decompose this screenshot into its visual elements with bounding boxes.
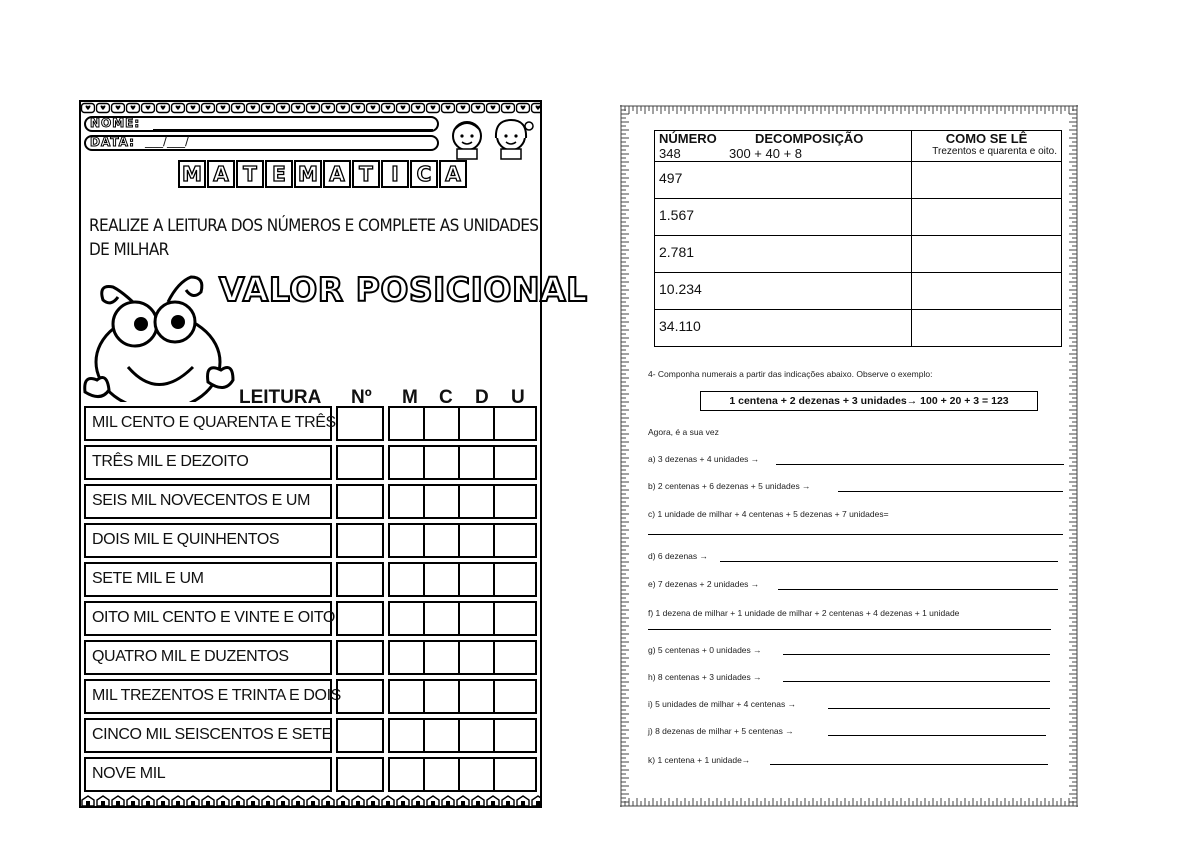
example-row [659,146,907,161]
number-cell[interactable] [655,236,912,273]
row-number: 497 [659,170,683,186]
title-letter: M [294,160,322,188]
row-reading-text: TRÊS MIL E DEZOITO [92,453,249,470]
table-row [655,310,1062,347]
u-answer-cell[interactable] [493,757,537,792]
example-decomposition: 300 + 40 + 8 [729,146,803,161]
reading-answer-cell[interactable] [912,310,1062,347]
header-numero: NÚMERO [659,131,717,146]
header-dezena: D [475,387,489,408]
item-k: k) 1 centena + 1 unidade→ [648,755,751,765]
name-label: NOME: [90,116,141,130]
item-e: e) 7 dezenas + 2 unidades → [648,579,760,589]
reading-cell [84,484,332,519]
number-answer-cell[interactable] [336,562,384,597]
date-label: DATA: [90,135,135,149]
bottom-decorative-border [81,795,540,807]
date-field-frame [84,135,439,151]
topic-title: VALOR POSICIONAL [219,270,588,309]
d-answer-cell[interactable] [458,445,495,480]
header-numero: Nº [351,387,372,408]
m-answer-cell[interactable] [388,640,425,675]
title-letter: A [207,160,235,188]
answer-line-g[interactable] [783,654,1050,655]
item-j: j) 8 dezenas de milhar + 5 centenas → [648,726,794,736]
c-answer-cell[interactable] [423,718,460,753]
header-group [659,131,907,146]
example-box: 1 centena + 2 dezenas + 3 unidades→ 100 + 20 + 3 = 123 [700,391,1038,411]
example-number: 348 [659,146,681,161]
answer-line-b[interactable] [838,491,1063,492]
item-i: i) 5 unidades de milhar + 4 centenas → [648,699,797,709]
title-letter: C [410,160,438,188]
title-letter: A [323,160,351,188]
d-answer-cell[interactable] [458,484,495,519]
u-answer-cell[interactable] [493,484,537,519]
reading-cell [84,523,332,558]
bug-mascot [83,262,253,402]
reading-cell [84,757,332,792]
table-row [655,273,1062,310]
exercise-instruction: 4- Componha numerais a partir das indicações abaixo. Observe o exemplo: [648,369,933,379]
d-answer-cell[interactable] [458,640,495,675]
m-answer-cell[interactable] [388,445,425,480]
title-letter: M [178,160,206,188]
u-answer-cell[interactable] [493,601,537,636]
kids-illustration [443,114,539,160]
number-answer-cell[interactable] [336,757,384,792]
table-row [655,199,1062,236]
right-ruler-border [1066,105,1078,807]
title-letter: A [439,160,467,188]
c-answer-cell[interactable] [423,484,460,519]
reading-cell [84,406,336,441]
reading-cell [84,445,332,480]
c-answer-cell[interactable] [423,523,460,558]
item-f: f) 1 dezena de milhar + 1 unidade de milhar + 2 centenas + 4 dezenas + 1 unidade [648,608,960,618]
number-cell[interactable] [655,273,912,310]
u-answer-cell[interactable] [493,562,537,597]
number-answer-cell[interactable] [336,406,384,441]
m-answer-cell[interactable] [388,484,425,519]
c-answer-cell[interactable] [423,562,460,597]
d-answer-cell[interactable] [458,562,495,597]
reading-answer-cell[interactable] [912,162,1062,199]
table-row [655,236,1062,273]
number-answer-cell[interactable] [336,523,384,558]
number-answer-cell[interactable] [336,640,384,675]
row-number: 2.781 [659,244,695,260]
row-reading-text: DOIS MIL E QUINHENTOS [92,531,280,548]
number-answer-cell[interactable] [336,718,384,753]
number-answer-cell[interactable] [336,679,384,714]
name-input-line[interactable] [153,129,433,130]
title-letter: T [352,160,380,188]
reading-cell [84,679,341,714]
d-answer-cell[interactable] [458,679,495,714]
left-ruler-border [620,105,632,807]
date-input-blanks[interactable]: ___/___/ [145,134,190,148]
u-answer-cell[interactable] [493,406,537,441]
your-turn-text: Agora, é a sua vez [648,427,719,437]
header-leitura: LEITURA [239,387,322,408]
header-cell [655,131,912,162]
answer-line-e[interactable] [778,589,1058,590]
number-cell[interactable] [655,162,912,199]
item-c: c) 1 unidade de milhar + 4 centenas + 5 dezenas + 7 unidades= [648,509,889,519]
d-answer-cell[interactable] [458,757,495,792]
c-answer-cell[interactable] [423,679,460,714]
c-answer-cell[interactable] [423,445,460,480]
answer-line-d[interactable] [720,561,1058,562]
answer-line-a[interactable] [776,464,1064,465]
row-reading-text: QUATRO MIL E DUZENTOS [92,648,289,665]
number-cell[interactable] [655,199,912,236]
d-answer-cell[interactable] [458,406,495,441]
title-letter: T [236,160,264,188]
answer-line-k[interactable] [770,764,1048,765]
header-unidade: U [511,387,525,408]
row-reading-text: MIL TREZENTOS E TRINTA E DOIS [92,687,341,704]
number-answer-cell[interactable] [336,445,384,480]
answer-line-h[interactable] [783,681,1050,682]
row-reading-text: CINCO MIL SEISCENTOS E SETE [92,726,332,743]
c-answer-cell[interactable] [423,757,460,792]
d-answer-cell[interactable] [458,523,495,558]
row-reading-text: OITO MIL CENTO E VINTE E OITO [92,609,335,626]
row-number: 10.234 [659,281,702,297]
header-milhar: M [402,387,418,408]
subject-title [178,160,467,188]
number-cell[interactable] [655,310,912,347]
header-decomposicao: DECOMPOSIÇÃO [755,131,864,146]
reading-answer-cell[interactable] [912,273,1062,310]
m-answer-cell[interactable] [388,562,425,597]
d-answer-cell[interactable] [458,718,495,753]
row-number: 34.110 [659,318,701,334]
u-answer-cell[interactable] [493,679,537,714]
instruction-text: REALIZE A LEITURA DOS NÚMEROS E COMPLETE AS UNIDADES DE MILHAR [89,216,539,260]
answer-line-i[interactable] [828,708,1050,709]
example-reading: Trezentos e quarenta e oito. [932,146,1057,157]
row-reading-text: NOVE MIL [92,765,166,782]
m-answer-cell[interactable] [388,718,425,753]
item-d: d) 6 dezenas → [648,551,709,561]
item-g: g) 5 centenas + 0 unidades → [648,645,762,655]
m-answer-cell[interactable] [388,406,425,441]
header-centena: C [439,387,453,408]
c-answer-cell[interactable] [423,406,460,441]
reading-answer-cell[interactable] [912,236,1062,273]
m-answer-cell[interactable] [388,757,425,792]
left-worksheet [79,100,588,808]
row-reading-text: SEIS MIL NOVECENTOS E UM [92,492,311,509]
table-row [655,162,1062,199]
row-number: 1.567 [659,207,695,223]
title-letter: I [381,160,409,188]
number-answer-cell[interactable] [336,484,384,519]
reading-cell [84,562,332,597]
m-answer-cell[interactable] [388,523,425,558]
header-como-se-le: COMO SE LÊ [945,131,1028,146]
row-reading-text: SETE MIL E UM [92,570,204,587]
u-answer-cell[interactable] [493,523,537,558]
number-answer-cell[interactable] [336,601,384,636]
row-reading-text: MIL CENTO E QUARENTA E TRÊS [92,414,336,431]
item-h: h) 8 centenas + 3 unidades → [648,672,762,682]
decomposition-table [654,130,1062,347]
c-answer-cell[interactable] [423,640,460,675]
answer-line-j[interactable] [828,735,1046,736]
reading-cell [84,718,332,753]
table-header-row [655,131,1062,162]
top-decorative-border [81,102,540,114]
answer-line-c[interactable] [648,534,1063,535]
u-answer-cell[interactable] [493,718,537,753]
u-answer-cell[interactable] [493,640,537,675]
bottom-ruler-border [620,795,1078,807]
header-cell [912,131,1062,162]
u-answer-cell[interactable] [493,445,537,480]
top-ruler-border [620,105,1078,117]
reading-answer-cell[interactable] [912,199,1062,236]
m-answer-cell[interactable] [388,679,425,714]
answer-line-f[interactable] [648,629,1051,630]
right-worksheet [620,105,1078,807]
title-letter: E [265,160,293,188]
d-answer-cell[interactable] [458,601,495,636]
reading-cell [84,601,335,636]
c-answer-cell[interactable] [423,601,460,636]
m-answer-cell[interactable] [388,601,425,636]
reading-cell [84,640,332,675]
item-b: b) 2 centenas + 6 dezenas + 5 unidades → [648,481,811,491]
item-a: a) 3 dezenas + 4 unidades → [648,454,760,464]
